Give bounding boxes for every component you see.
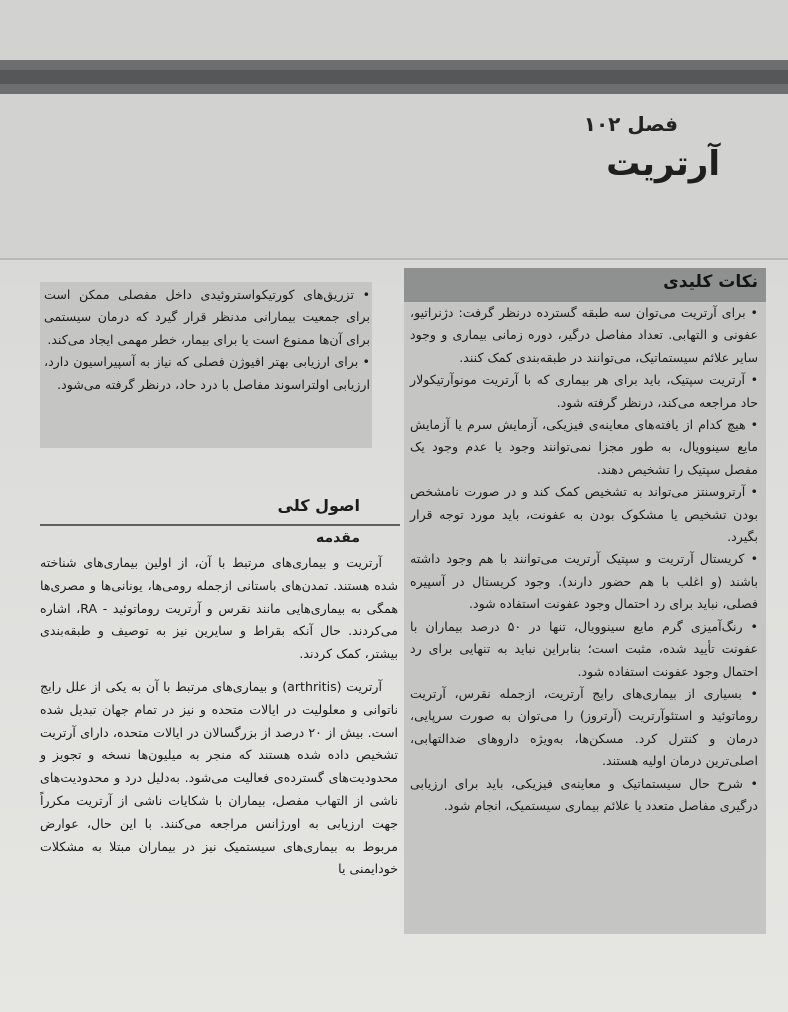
key-points-list xyxy=(410,302,758,817)
section-title: اصول کلی xyxy=(277,496,360,515)
key-point-item: • بسیاری از بیماری‌های رایج آرتریت، ازجمله نقرس، آرتریت روماتوئید و استئوآرتریت (آرتروز) را می‌توان به صورت سرپایی، درمان و کنترل کرد. مسکن‌ها، به‌ویژه داروهای ضدالتهابی، اصلی‌ترین درمان اولیه هستند. xyxy=(410,685,758,769)
chapter-number: فصل ۱۰۲ xyxy=(583,112,678,136)
key-points-title: نکات کلیدی xyxy=(663,272,758,292)
key-point-item: • آرتریت سپتیک، باید برای هر بیماری که با آرتریت مونوآرتیکولار حاد مراجعه می‌کند، درنظر گرفته شود. xyxy=(410,372,758,410)
chapter-title: آرتریت xyxy=(606,144,720,184)
body-text xyxy=(40,552,398,891)
body-paragraph: آرتریت و بیماری‌های مرتبط با آن، از اولین بیماری‌های شناخته شده هستند. تمدن‌های باستانی ازجمله رومی‌ها، یونانی‌ها و مصری‌ها همگی به بیماری‌هایی مانند نقرس و آرتریت روماتوئید - RA، اشاره می‌کردند. حال آنکه بقراط و سایرین نیز به توصیف و طبقه‌بندی بیشتر، کمک کردند. xyxy=(40,555,398,662)
key-point-item: • آرتروسنتز می‌تواند به تشخیص کمک کند و در صورت نامشخص بودن تشخیص یا مشکوک بودن به عفونت، باید مورد توجه قرار بگیرد. xyxy=(410,484,758,545)
subsection-title: مقدمه xyxy=(316,530,360,546)
note-item: • برای ارزیابی بهتر افیوژن فصلی که نیاز به آسپیراسیون دارد، ارزیابی اولتراسوند مفاصل با درد حاد، درنظر گرفته می‌شود. xyxy=(44,354,370,392)
continued-notes-list xyxy=(44,284,370,396)
key-point-item: • برای آرتریت می‌توان سه طبقه گسترده درنظر گرفت: دژنراتیو، عفونی و التهابی. تعداد مفاصل درگیر، دوره زمانی بیماری و وجود سایر علائم سیستماتیک، می‌توانند در طبقه‌بندی کمک کنند. xyxy=(410,305,758,365)
header-divider xyxy=(0,258,788,260)
body-paragraph: آرتریت (arthritis) و بیماری‌های مرتبط با آن به یکی از علل رایج ناتوانی و معلولیت در ایالات متحده و نیز در تمام جهان تبدیل شده است. بیش از ۲۰ درصد از بزرگسالان در ایالات متحده، دارای آرتریت تشخیص داده شده هستند که منجر به میلیون‌ها نسخه و تجویز و محدودیت‌های گسترده‌ی فعالیت می‌شود. به‌دلیل درد و محدودیت‌های ناشی از التهاب مفصل، بیماران با شکایات ناشی از آرتریت مکرراً جهت ارزیابی به اورژانس مراجعه می‌کنند. با این حال، عوارض مربوط به بیماری‌های سیستمیک نیز در بیماران مبتلا به مشکلات خودایمنی یا xyxy=(40,678,399,877)
key-point-item: • هیچ کدام از یافته‌های معاینه‌ی فیزیکی، آزمایش سرم یا آزمایش مایع سینوویال، به طور مجزا نمی‌توانند وجود یا عدم وجود یک مفصل سپتیک را تشخیص دهند. xyxy=(410,417,758,477)
top-decorative-bar-inner xyxy=(0,70,788,84)
key-point-item: • رنگ‌آمیزی گرم مایع سینوویال، تنها در ۵۰ درصد بیماران با عفونت تأیید شده، مثبت است؛ بنابراین نباید به تنهایی برای رد احتمال وجود عفونت استفاده شود. xyxy=(410,618,758,679)
section-divider xyxy=(40,524,400,526)
key-point-item: • شرح حال سیستماتیک و معاینه‌ی فیزیکی، باید برای ارزیابی درگیری مفاصل متعدد یا علائم بیماری سیستمیک، انجام شود. xyxy=(410,775,758,813)
key-point-item: • کریستال آرتریت و سپتیک آرتریت می‌توانند با هم وجود داشته باشند (و اغلب با هم حضور دارند). وجود کریستال در آسپیره فصلی، نباید برای رد احتمال وجود عفونت استفاده شود. xyxy=(410,551,758,612)
note-item: • تزریق‌های کورتیکواستروئیدی داخل مفصلی ممکن است برای جمعیت بیمارانی مدنظر قرار گیرد که درمان سیستمی برای آن‌ها ممنوع است یا برای بیمار، خطر مهمی ایجاد می‌کند. xyxy=(44,287,370,347)
key-points-header xyxy=(404,268,766,302)
